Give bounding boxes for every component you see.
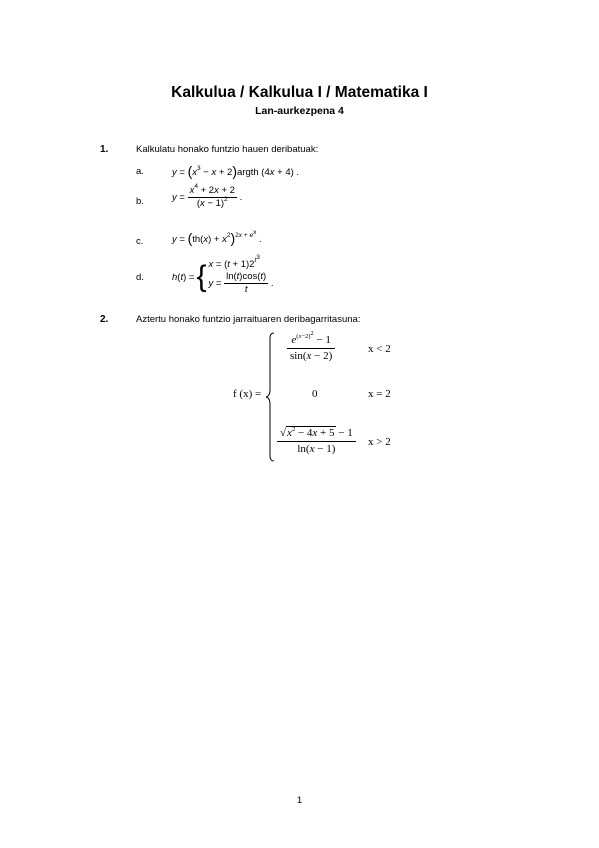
question-1-number: 1. — [100, 144, 109, 155]
item-d-label: d. — [136, 272, 144, 283]
formula-c: $y = (th(x) + x^2)^{2x + e^x}$ . — [172, 229, 262, 246]
page-number: 1 — [296, 795, 303, 806]
formula-a: $y = (x^3 - x$ + 2)argth (4x + 4) . — [172, 163, 300, 179]
fx-label: f (x) = — [233, 388, 262, 400]
item-c-label: c. — [136, 236, 144, 247]
piece-3-condition: x > 2 — [368, 436, 391, 448]
page-title: Kalkulua / Kalkulua I / Matematika I — [171, 84, 428, 101]
piece-1-expr: $\frac{e^{(x-2)^2} - 1}{\sin(x - 2)}$ — [287, 333, 335, 364]
formula-d: h(t) = { $x = (t + 1)2^{t^3}$ y = $\frac{\ln(t)\cos(t)}{t}$ . — [172, 254, 274, 295]
piece-2-expr: 0 — [312, 388, 318, 400]
item-a-label: a. — [136, 166, 144, 177]
piece-2-condition: x = 2 — [368, 388, 391, 400]
piecewise-brace — [264, 332, 278, 462]
question-2-number: 2. — [100, 314, 109, 325]
question-2-text: Aztertu honako funtzio jarraituaren deribagarritasuna: — [136, 314, 361, 325]
piece-3-expr: $\frac{√x^2 - 4x + 5 - 1}{\ln(x - 1)}$ — [277, 426, 356, 457]
item-b-label: b. — [136, 196, 144, 207]
page-subtitle: Lan-aurkezpena 4 — [255, 105, 344, 117]
piece-1-condition: x < 2 — [368, 343, 391, 355]
question-1-text: Kalkulatu honako funtzio hauen deribatuak: — [136, 144, 319, 155]
formula-b: y = $\frac{x^4 + 2x + 2}{(x - 1)^2}$ . — [172, 183, 243, 209]
